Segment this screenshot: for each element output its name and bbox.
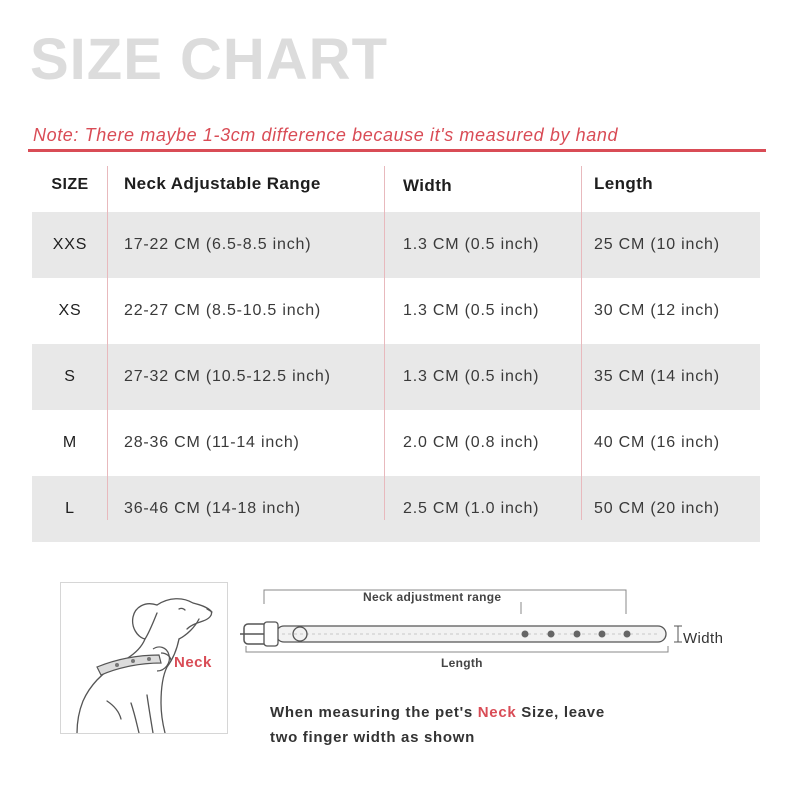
table-header-row	[32, 158, 760, 212]
note-divider	[28, 149, 766, 152]
length-cell: 40 CM (16 inch)	[594, 434, 720, 451]
table-row	[32, 344, 760, 410]
table-row	[32, 410, 760, 476]
column-divider	[581, 166, 582, 520]
width-cell: 1.3 CM (0.5 inch)	[403, 236, 540, 253]
width-cell: 1.3 CM (0.5 inch)	[403, 368, 540, 385]
size-table	[32, 158, 760, 542]
neck-range-label: Neck adjustment range	[363, 590, 502, 604]
instruction-highlight: Neck	[477, 704, 517, 721]
size-cell: XS	[58, 302, 82, 319]
neck-cell: 28-36 CM (11-14 inch)	[124, 434, 300, 451]
width-cell: 2.5 CM (1.0 inch)	[403, 500, 540, 517]
header-length: Length	[594, 174, 654, 193]
length-cell: 50 CM (20 inch)	[594, 500, 720, 517]
size-cell: L	[65, 500, 75, 517]
measurement-instruction	[270, 700, 605, 750]
header-neck: Neck Adjustable Range	[124, 174, 321, 193]
table-row	[32, 278, 760, 344]
page-title: SIZE CHART	[30, 27, 388, 92]
neck-cell: 17-22 CM (6.5-8.5 inch)	[124, 236, 312, 253]
column-divider	[384, 166, 385, 520]
instruction-line2: two finger width as shown	[270, 729, 475, 746]
column-divider	[107, 166, 108, 520]
neck-cell: 36-46 CM (14-18 inch)	[124, 500, 301, 517]
neck-cell: 27-32 CM (10.5-12.5 inch)	[124, 368, 331, 385]
length-cell: 30 CM (12 inch)	[594, 302, 720, 319]
table-row	[32, 212, 760, 278]
table-row	[32, 476, 760, 542]
width-label: Width	[683, 630, 724, 647]
size-cell: M	[62, 434, 78, 451]
length-label: Length	[441, 656, 483, 670]
header-width: Width	[403, 176, 453, 195]
instruction-part2: Size, leave	[516, 704, 605, 721]
measurement-note: Note: There maybe 1-3cm difference because it's measured by hand	[33, 125, 619, 145]
neck-cell: 22-27 CM (8.5-10.5 inch)	[124, 302, 322, 319]
size-cell: XXS	[52, 236, 88, 253]
width-cell: 2.0 CM (0.8 inch)	[403, 434, 540, 451]
width-cell: 1.3 CM (0.5 inch)	[403, 302, 540, 319]
size-cell: S	[64, 368, 76, 385]
header-size: SIZE	[51, 176, 89, 193]
instruction-part1: When measuring the pet's	[270, 704, 478, 721]
length-cell: 25 CM (10 inch)	[594, 236, 720, 253]
length-cell: 35 CM (14 inch)	[594, 368, 720, 385]
neck-label: Neck	[174, 654, 212, 671]
